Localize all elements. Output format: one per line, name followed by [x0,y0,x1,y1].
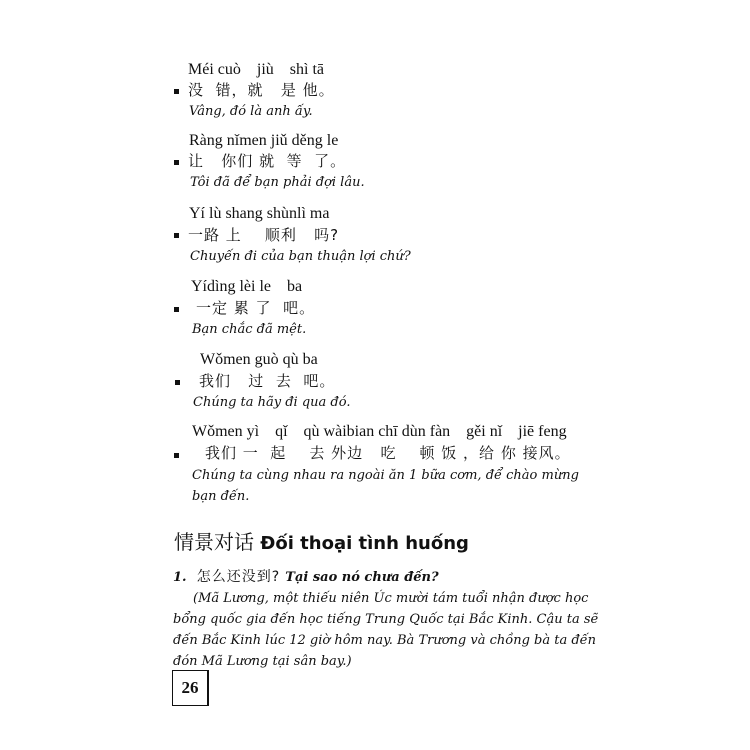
dialogue-title [173,568,439,584]
dialogue-intro-line: đến Bắc Kinh lúc 12 giờ hôm nay. Bà Trương và chồng bà ta đến [173,633,597,648]
hanzi: 我们 过 去 吧。 [199,372,336,390]
dialogue-number: 1. [173,570,187,585]
hanzi: 一路 上 顺利 吗? [188,226,340,244]
pinyin: Méi cuò jiù shì tā [188,61,324,78]
hanzi: 让 你们 就 等 了。 [188,152,347,170]
pinyin: Wǒmen guò qù ba [200,351,318,368]
hanzi: 没 错，就 是 他。 [188,81,335,99]
vietnamese: Bạn chắc đã mệt. [192,322,307,337]
bullet-icon [174,307,179,312]
vietnamese: Chuyến đi của bạn thuận lợi chứ? [190,249,411,264]
section-title-zh: 情景对话 [174,530,254,554]
vietnamese: Vâng, đó là anh ấy. [189,104,313,119]
pinyin: Yídìng lèi le ba [191,278,303,295]
page-number: 26 [181,678,199,697]
vietnamese: Chúng ta cùng nhau ra ngoài ăn 1 bữa cơm, để chào mừng [192,468,579,483]
dialogue-intro-line: đón Mã Lương tại sân bay.) [173,654,352,669]
bullet-icon [174,160,179,165]
bullet-icon [174,233,179,238]
vietnamese: Chúng ta hãy đi qua đó. [193,395,351,410]
page-number-scroll [172,670,209,706]
section-title-vi: Đối thoại tình huống [260,533,469,554]
pinyin: Ràng nǐmen jiǔ děng le [189,132,339,149]
bullet-icon [174,89,179,94]
pinyin: Yí lù shang shùnlì ma [189,205,330,222]
pinyin: Wǒmen yì qǐ qù wàibian chī dùn fàn gěi nǐ jiē feng [192,423,567,440]
hanzi: 一定 累 了 吧。 [196,299,316,317]
bullet-icon [175,380,180,385]
dialogue-intro-line: (Mã Lương, một thiếu niên Úc mười tám tuổi nhận được học [193,591,589,606]
dialogue-title-zh: 怎么还没到? [196,569,281,585]
hanzi: 我们 一 起 去 外边 吃 顿 饭 ，给 你 接风。 [205,444,571,462]
bullet-icon [174,453,179,458]
dialogue-intro-line: bổng quốc gia đến học tiếng Trung Quốc tại Bắc Kinh. Cậu ta sẽ [173,612,599,627]
vietnamese: Tôi đã để bạn phải đợi lâu. [190,175,365,190]
vietnamese-cont: bạn đến. [192,489,250,504]
section-heading [174,532,469,553]
dialogue-title-vi: Tại sao nó chưa đến? [285,570,439,585]
